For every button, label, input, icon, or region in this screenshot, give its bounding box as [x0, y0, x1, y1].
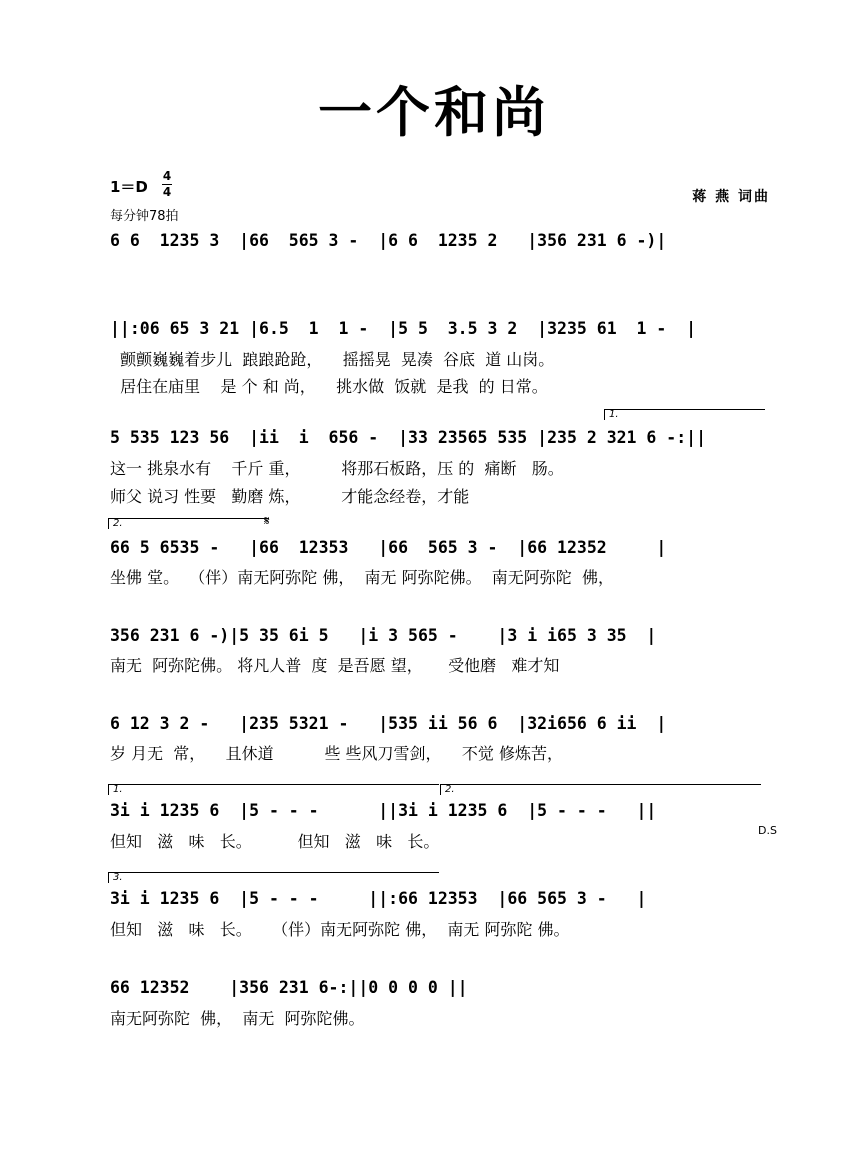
key-signature: 1＝D [110, 178, 148, 196]
lyrics-row-4-verse-1: 南无 阿弥陀佛。 将凡人普 度 是吾愿 望， 受他磨 难才知 [110, 656, 560, 675]
tempo-marking: 每分钟78拍 [110, 209, 179, 224]
notation-row-3: 66 5 6535 - |66 12353 |66 565 3 - |66 12352 | [110, 538, 667, 557]
ending-bracket-2 [108, 518, 269, 529]
ending-bracket-2b [440, 784, 761, 795]
notation-row-0: 6 6 1235 3 |66 565 3 - |6 6 1235 2 |356 231 6 -)| [110, 231, 667, 250]
notation-row-6: 3i i 1235 6 |5 - - - ||3i i 1235 6 |5 - - - || [110, 801, 657, 820]
time-signature [162, 170, 172, 199]
credit-line: 蒋 燕 词曲 [692, 189, 770, 205]
ending-1-label: 1. [609, 409, 619, 420]
notation-row-4: 356 231 6 -)|5 35 6i 5 |i 3 565 - |3 i i65 3 35 | [110, 626, 657, 645]
lyrics-row-1-verse-1: 颤颤巍巍着步儿 踉踉跄跄， 摇摇晃 晃凑 谷底 道 山岗。 [110, 350, 555, 369]
ending-bracket-1 [604, 409, 765, 420]
ending-2-label: 2. [113, 518, 123, 529]
lyrics-row-2-verse-2: 师父 说习 性要 勤磨 炼， 才能念经卷，才能 [110, 487, 470, 506]
lyrics-row-3-verse-1: 坐佛 堂。 （伴）南无阿弥陀 佛， 南无 阿弥陀佛。 南无阿弥陀 佛， [110, 568, 614, 587]
lyrics-row-7-verse-1: 但知 滋 味 长。 （伴）南无阿弥陀 佛， 南无 阿弥陀 佛。 [110, 920, 570, 939]
ending-2b-label: 2. [445, 784, 455, 795]
segno-mark: 𝄋 [264, 514, 270, 529]
ending-bracket-3 [108, 872, 439, 883]
time-bottom: 4 [162, 185, 172, 199]
notation-row-2: 5 535 123 56 |ii i 656 - |33 23565 535 |235 2 321 6 -:|| [110, 428, 707, 447]
ending-bracket-1b [108, 784, 439, 795]
notation-row-1: ||:06 65 3 21 |6.5 1 1 - |5 5 3.5 3 2 |3235 61 1 - | [110, 319, 697, 338]
notation-row-5: 6 12 3 2 - |235 5321 - |535 ii 56 6 |32i656 6 ii | [110, 714, 667, 733]
notation-row-7: 3i i 1235 6 |5 - - - ||:66 12353 |66 565 3 - | [110, 889, 647, 908]
lyrics-row-2-verse-1: 这一 挑泉水有 千斤 重， 将那石板路，压 的 痛断 肠。 [110, 459, 564, 478]
lyrics-row-6-verse-1: 但知 滋 味 长。 但知 滋 味 长。 [110, 832, 440, 851]
notation-row-8: 66 12352 |356 231 6-:||0 0 0 0 || [110, 978, 468, 997]
ds-mark: D.S [758, 824, 777, 837]
ending-3-label: 3. [113, 872, 123, 883]
time-top: 4 [162, 169, 172, 183]
lyrics-row-5-verse-1: 岁 月无 常， 且休道 些 些风刀雪剑， 不觉 修炼苦， [110, 744, 563, 763]
page-title: 一个和尚 [318, 80, 550, 144]
lyrics-row-1-verse-2: 居住在庙里 是 个 和 尚， 挑水做 饭就 是我 的 日常。 [110, 377, 548, 396]
ending-1b-label: 1. [113, 784, 123, 795]
lyrics-row-8-verse-1: 南无阿弥陀 佛， 南无 阿弥陀佛。 [110, 1009, 365, 1028]
